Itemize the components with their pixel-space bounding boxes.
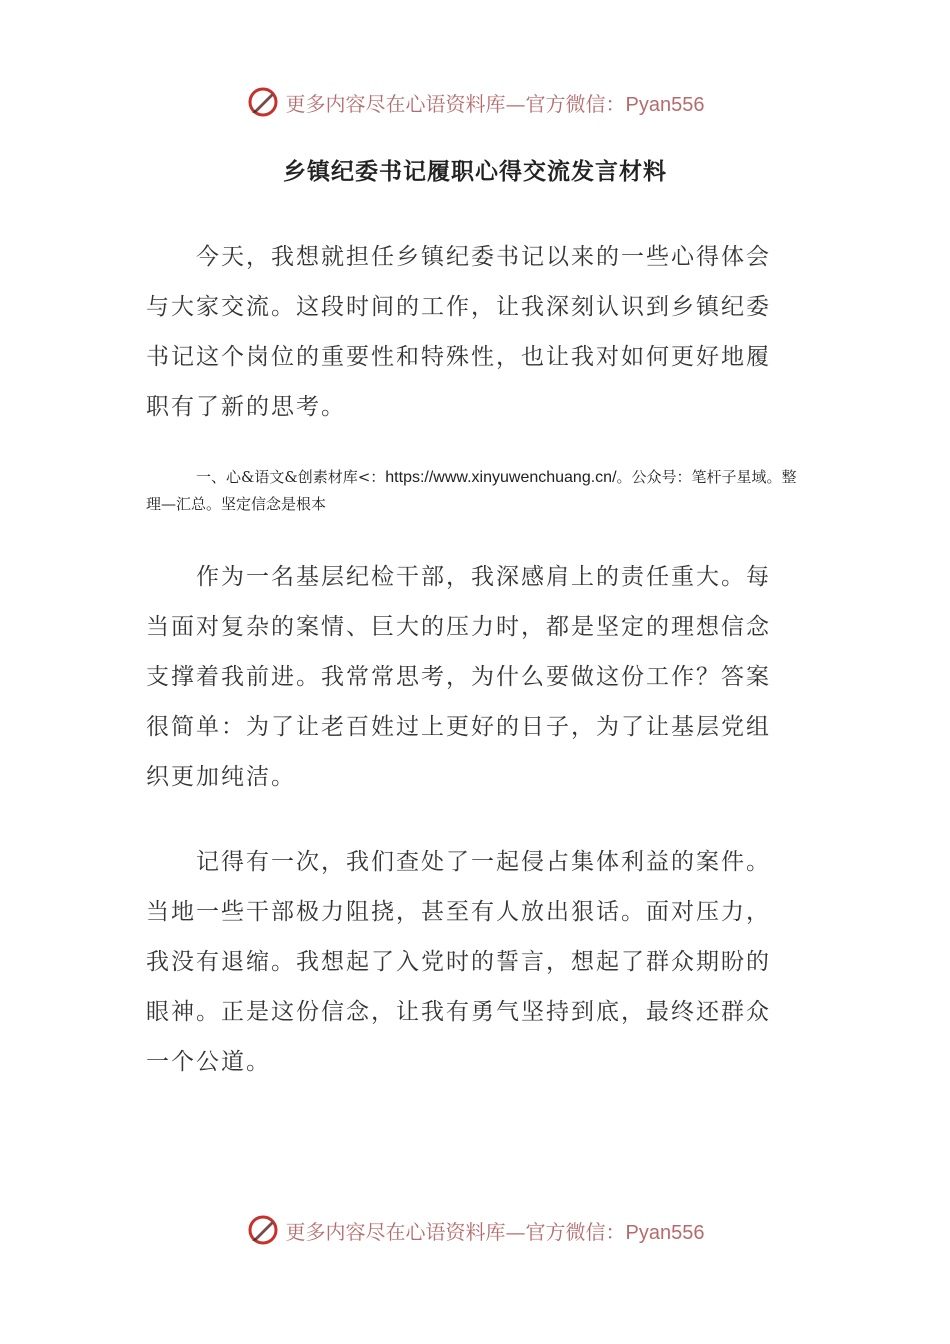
pen-logo-icon	[246, 1213, 280, 1247]
banner-wechat-label: 官方微信：	[525, 91, 626, 116]
header-banner	[0, 80, 950, 124]
paragraph-intro: 今天，我想就担任乡镇纪委书记以来的一些心得体会与大家交流。这段时间的工作，让我深刻认识到乡镇纪委书记这个岗位的重要性和特殊性，也让我对如何更好地履职有了新的思考。	[146, 244, 771, 420]
banner-separator: —	[505, 1219, 526, 1244]
banner-separator: —	[505, 91, 526, 116]
banner-wechat-label: 官方微信：	[525, 1219, 626, 1244]
banner-promo-text: 更多内容尽在心语资料库	[285, 91, 506, 116]
banner-text	[286, 88, 705, 117]
banner-text	[286, 1216, 705, 1245]
heading-prefix: 一、心&语文&创素材库<：	[196, 468, 386, 486]
paragraph-belief: 作为一名基层纪检干部，我深感肩上的责任重大。每当面对复杂的案情、巨大的压力时，都是坚定的理想信念支撑着我前进。我常常思考，为什么要做这份工作？答案很简单：为了让老百姓过上更好的日子，为了让基层党组织更加纯洁。	[146, 564, 771, 790]
pen-logo-icon	[246, 85, 280, 119]
heading-suffix: 。公众号：笔杆子星域。整理—汇总。坚定信念是根本	[146, 468, 797, 513]
heading-url-link[interactable]: https://www.xinyuwenchuang.cn/	[385, 469, 617, 486]
paragraph-case-story: 记得有一次，我们查处了一起侵占集体利益的案件。当地一些干部极力阻挠，甚至有人放出狠话。面对压力，我没有退缩。我想起了入党时的誓言，想起了群众期盼的眼神。正是这份信念，让我有勇气坚持到底，最终还群众一个公道。	[146, 849, 771, 1075]
footer-banner	[0, 1208, 950, 1252]
section-heading	[146, 464, 806, 517]
banner-wechat-id: Pyan556	[625, 1221, 705, 1244]
banner-promo-text: 更多内容尽在心语资料库	[285, 1219, 506, 1244]
banner-wechat-id: Pyan556	[625, 93, 705, 116]
document-title: 乡镇纪委书记履职心得交流发言材料	[283, 158, 667, 185]
